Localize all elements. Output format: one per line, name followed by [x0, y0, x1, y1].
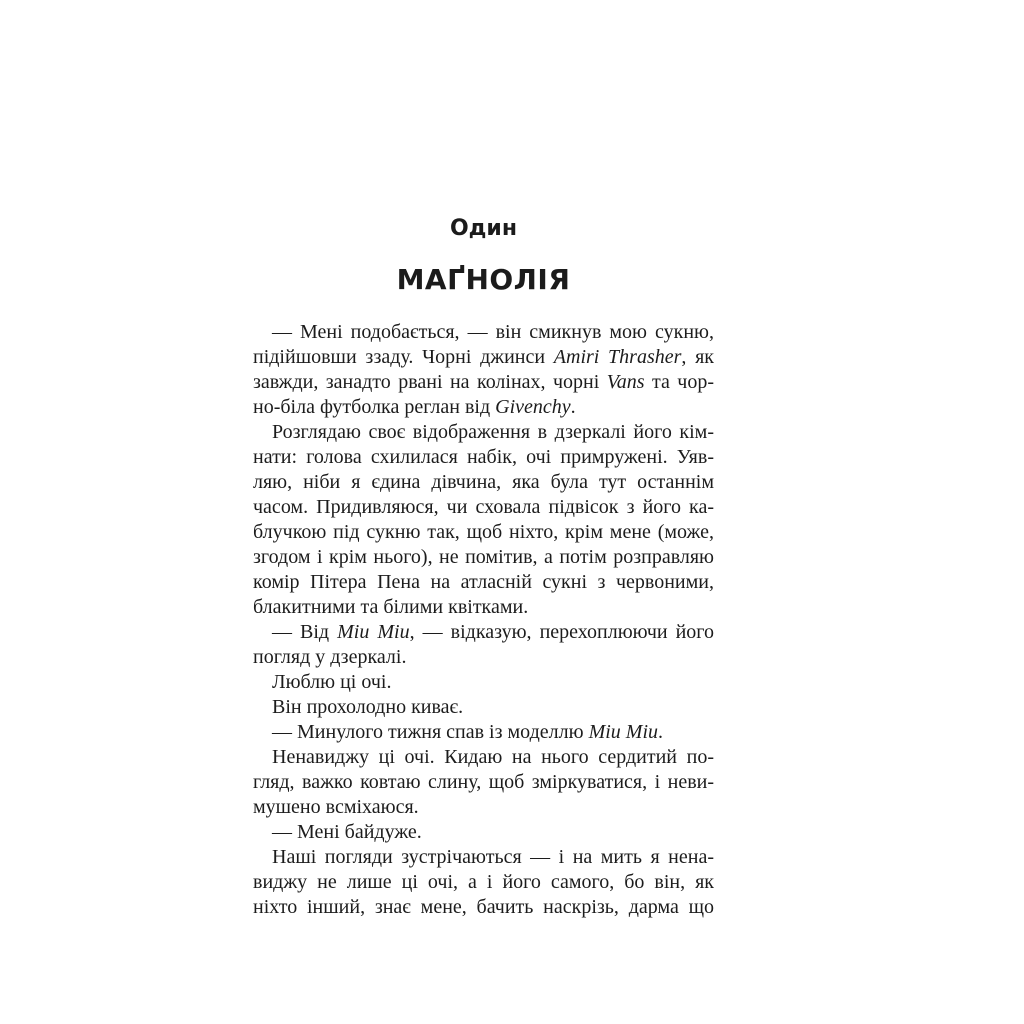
text-segment: — Мені байдуже. [272, 821, 422, 843]
text-segment: блакитними та білими квітками. [253, 596, 529, 618]
text-line [253, 845, 714, 870]
text-segment: часом. Придивляюся, чи сховала підвісок з його ка- [253, 496, 714, 518]
text-line [253, 370, 714, 395]
text-line [253, 545, 714, 570]
text-line [253, 645, 714, 670]
paragraph [253, 820, 714, 845]
text-segment: завжди, занадто рвані на колінах, чорні [253, 371, 607, 393]
text-line [253, 595, 714, 620]
text-line [253, 870, 714, 895]
text-line [253, 420, 714, 445]
text-segment: ляю, ніби я єдина дівчина, яка була тут останнім [253, 471, 714, 493]
text-line [253, 345, 714, 370]
text-segment: нати: голова схилилася набік, очі примружені. Уяв- [253, 446, 714, 468]
text-segment: згодом і крім нього), не помітив, а потім розправляю [253, 546, 714, 568]
text-line [253, 620, 714, 645]
text-segment: . [570, 396, 576, 418]
chapter-title: МАҐНОЛІЯ [396, 263, 571, 296]
paragraph [253, 420, 714, 620]
text-line [253, 820, 714, 845]
text-line [253, 320, 714, 345]
text-segment: , як [681, 346, 715, 368]
text-segment: комір Пітера Пена на атласній сукні з червоними, [253, 571, 714, 593]
paragraph [253, 670, 714, 695]
text-segment: та чор- [644, 371, 714, 393]
paragraph [253, 745, 714, 820]
paragraph [253, 720, 714, 745]
text-segment: ніхто інший, знає мене, бачить наскрізь, дарма що [253, 896, 714, 918]
text-line [253, 695, 714, 720]
text-segment: Люблю ці очі. [272, 671, 392, 693]
text-segment: виджу не лише ці очі, а і його самого, бо він, як [253, 871, 714, 893]
text-segment: но-біла футболка реглан від [253, 396, 496, 418]
text-segment: Ненавиджу ці очі. Кидаю на нього сердитий по- [272, 746, 714, 768]
text-line [253, 395, 714, 420]
italic-text: Vans [606, 371, 645, 393]
text-segment: Він прохолодно киває. [272, 696, 464, 718]
italic-text: Givenchy [495, 396, 571, 418]
italic-text: Miu Miu [337, 621, 410, 643]
body-text [253, 320, 714, 920]
text-segment: погляд у дзеркалі. [253, 646, 407, 668]
text-line [253, 770, 714, 795]
text-segment: — Від [272, 621, 338, 643]
italic-text: Miu Miu [588, 721, 658, 743]
text-segment: блучкою під сукню так, щоб ніхто, крім мене (може, [253, 521, 714, 543]
text-segment: — Минулого тижня спав із моделлю [272, 721, 589, 743]
text-line [253, 470, 714, 495]
text-segment: підійшовши ззаду. Чорні джинси [253, 346, 554, 368]
italic-text: Amiri Thrasher [553, 346, 682, 368]
text-segment: — Мені подобається, — він смикнув мою сукню, [272, 321, 714, 343]
text-line [253, 745, 714, 770]
chapter-number: Один [449, 216, 518, 241]
text-line [253, 895, 714, 920]
text-line [253, 795, 714, 820]
text-line [253, 670, 714, 695]
text-segment: гляд, важко ковтаю слину, щоб зміркуватися, і неви- [253, 771, 714, 793]
text-segment: . [658, 721, 663, 743]
paragraph [253, 320, 714, 420]
text-segment: Наші погляди зустрічаються — і на мить я нена- [272, 846, 714, 868]
text-line [253, 570, 714, 595]
text-segment: Розглядаю своє відображення в дзеркалі його кім- [272, 421, 714, 443]
text-line [253, 720, 714, 745]
text-segment: мушено всміхаюся. [253, 796, 419, 818]
text-line [253, 520, 714, 545]
text-line [253, 495, 714, 520]
paragraph [253, 845, 714, 920]
paragraph [253, 620, 714, 670]
paragraph [253, 695, 714, 720]
text-line [253, 445, 714, 470]
text-segment: , — відказую, перехоплюючи його [409, 621, 715, 643]
